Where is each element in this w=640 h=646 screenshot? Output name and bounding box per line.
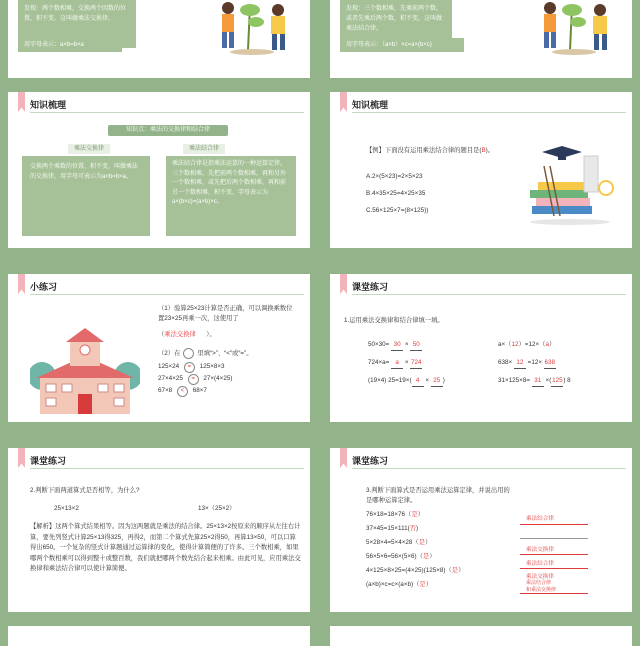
answer-line	[520, 593, 588, 594]
slide-header	[330, 92, 632, 122]
formula-text: 用字母表示：a×b=b×a	[24, 42, 84, 48]
fill-row-2a: 724×a= a × 724	[368, 358, 422, 369]
law-label: 乘法交换律	[526, 547, 554, 553]
house-illustration	[30, 326, 140, 418]
law-label: 乘法交换律	[526, 574, 554, 580]
law-label: 乘法结合律	[526, 516, 554, 522]
compare-row: 125×24 = 125×8×3	[158, 362, 225, 373]
header-divider	[352, 294, 626, 295]
answer-line	[520, 554, 588, 555]
judge-row: 76×18=18×76（是）	[366, 511, 424, 518]
slide-title: 知识梳理	[352, 100, 389, 110]
finding-text: 发现：两个数相乘，交换两个因数的位置，积不变。这叫做乘法交换律。	[24, 6, 127, 22]
slide-header	[8, 274, 310, 304]
fill-row-3b: 31×125×8= 31 ×(125) 8	[498, 376, 571, 387]
slide-title: 小练习	[30, 282, 58, 292]
finding-text: 发现：三个数相乘，先乘前两个数，或者先乘后两个数，积不变。这叫做乘法结合律。	[346, 6, 443, 32]
header-divider	[30, 294, 304, 295]
header-divider	[352, 468, 626, 469]
bookmark-icon	[340, 448, 347, 468]
bookmark-icon	[18, 448, 25, 468]
judge-row: (a×b)×c=c×(a×b)（是）	[366, 581, 432, 588]
books-illustration	[522, 136, 618, 228]
compare-circle[interactable]: =	[188, 374, 199, 385]
slide-header	[8, 92, 310, 122]
judge-row: 4×125×8×25=(4×25)(125×8)（是）	[366, 567, 465, 574]
option-b: B.4×35×25=4×25×35	[366, 190, 426, 197]
slide-title: 课堂练习	[352, 282, 389, 292]
answer-line	[520, 524, 588, 525]
fill-row-3a: (19×4) 25=19×( 4 × 25 )	[368, 376, 445, 387]
slide-header	[330, 274, 632, 304]
example-question: 【例】下面没有运用乘法结合律的题目是(B)。	[366, 147, 495, 154]
slide-next-right	[330, 626, 632, 646]
formula-box	[340, 38, 464, 52]
option-c: C.56×125×7=(8×125))	[366, 207, 429, 214]
bookmark-icon	[18, 92, 25, 112]
kids-planting-illustration	[530, 0, 626, 60]
slide-title: 知识梳理	[30, 100, 67, 110]
bookmark-icon	[18, 274, 25, 294]
knowledge-point-title: 知识点：乘法的交换律和结合律	[108, 125, 228, 136]
question-1: （1）验算25×23计算是否正确，可以调换乘数位置23×25再乘一次，这使用了	[158, 305, 293, 322]
associative-box	[166, 156, 296, 236]
kids-planting-illustration	[208, 0, 304, 60]
answer-line	[520, 538, 588, 539]
compare-circle[interactable]: =	[184, 362, 195, 373]
header-divider	[30, 112, 304, 113]
circle-blank-icon	[183, 348, 194, 359]
law-label: 和乘法交换律	[526, 587, 557, 593]
judge-row: 56×5×6=56×(5×6)（是）	[366, 553, 436, 560]
slide-associative-summary	[330, 0, 632, 78]
judge-row: 37×45=15×111(否)	[366, 525, 419, 532]
commutative-text: 交换两个乘数的位置，积不变，叫做乘法的交换律，用字母可表示为a×b=b×a。	[30, 164, 139, 180]
law-label: 乘法结合律	[526, 561, 554, 567]
fill-row-1b: a×（12）=12×（a）	[498, 341, 556, 348]
question-2: （2）在 里填“>”、“<”或“=”。	[158, 348, 253, 359]
law-label: 乘法结合律	[526, 580, 552, 586]
question-text: 3.判断下面算式是否运用乘法运算定律，并说出用的是哪种运算定律。	[366, 487, 510, 504]
slide-title: 课堂练习	[352, 456, 389, 466]
instruction-text: 1.运用乘法交换律和结合律填一填。	[344, 317, 444, 324]
slide-class-practice-3	[330, 448, 632, 612]
formula-box	[18, 38, 122, 52]
slide-next-left	[8, 626, 310, 646]
slide-knowledge-review	[8, 92, 310, 248]
slide-header	[330, 448, 632, 478]
slide-title: 课堂练习	[30, 456, 67, 466]
slide-class-practice-1	[330, 274, 632, 422]
question-text: 2.判断下面两道算式是否相等，为什么?	[30, 487, 140, 494]
fill-row-1a: 50×30= 30 × 50	[368, 340, 422, 351]
bookmark-icon	[340, 274, 347, 294]
bookmark-icon	[340, 92, 347, 112]
slide-practice	[8, 274, 310, 422]
judge-row: 5×28×4=5×4×28（是）	[366, 539, 432, 546]
header-divider	[30, 468, 304, 469]
expression-2: 13×（25×2）	[198, 505, 236, 512]
analysis-text: 【解析】这两个算式结果相等。因为这两题就是乘法的结合律。25×13×2按原来的顺序从左往右计算，要先列竖式计算25×13得325，再得2，而第二个算式先算25×2得50，再算13×50，可以口算得出650。一个复杂的竖式计算题通过运算律的变化，使得计算简便的了许多。三个数相乘，如果哪两个数相乘可以得到整十或整百数，我们就把哪两个数先结合起来相乘。由此可见，应用乘法交换律和乘法结合律可以使计算简便。	[30, 523, 301, 572]
associative-text: 乘法结合律是指乘法运算的一种运算定律。三个数相乘，先把前两个数相乘，再和另外一个数相乘，或先把后两个数相乘，再和前另一个数相乘，积不变，字母表示为a×(b×c)=(a×b)×c。	[172, 161, 287, 205]
slide-example	[330, 92, 632, 248]
question-1-answer: （乘法交换律 ）。	[158, 331, 216, 338]
slide-class-practice-2	[8, 448, 310, 612]
option-a: A.2×(5×23)=2×5×23	[366, 173, 423, 180]
slide-commutative-summary	[8, 0, 310, 78]
commutative-tag: 乘法交换律	[68, 144, 110, 154]
compare-row: 27×4×25 = 27×(4×25)	[158, 374, 232, 385]
formula-text: 用字母表示：（a×b）×c=a×(b×c)	[346, 42, 432, 48]
answer-line	[520, 568, 588, 569]
compare-row: 67×8 < 68×7	[158, 386, 207, 397]
answer-text: B	[481, 147, 486, 154]
header-divider	[352, 112, 626, 113]
compare-circle[interactable]: <	[177, 386, 188, 397]
associative-tag: 乘法结合律	[183, 144, 225, 154]
fill-row-2b: 638× 12 =12× 638	[498, 358, 556, 369]
commutative-box	[22, 156, 150, 236]
slide-header	[8, 448, 310, 478]
expression-1: 25×13×2	[54, 505, 79, 512]
